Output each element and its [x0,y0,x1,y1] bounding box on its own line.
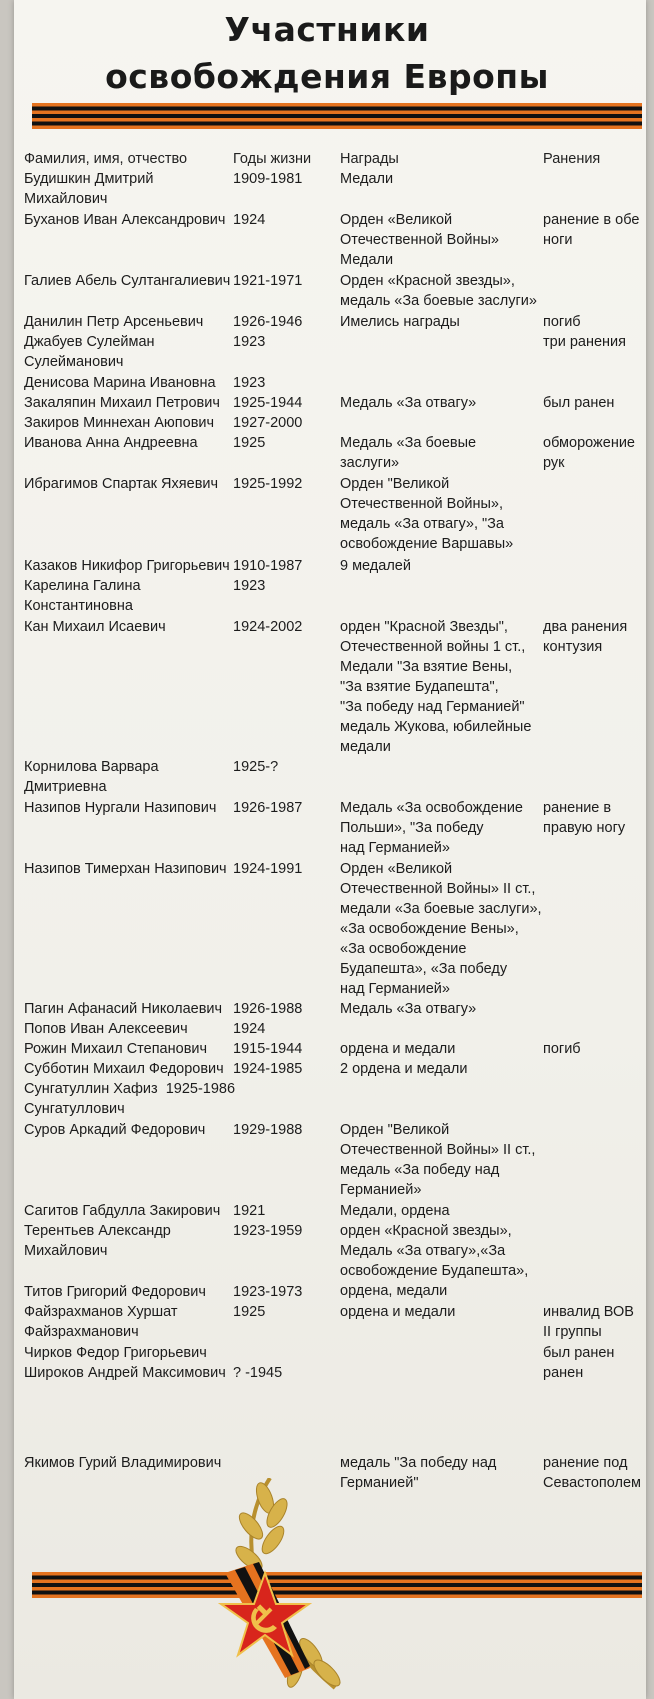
row-25-awards: ордена и медали [340,1304,456,1320]
row-19-years: 1924-1985 [233,1061,303,1077]
row-18-awards: ордена и медали [340,1041,456,1057]
row-10-years: 1910-1987 [233,558,303,574]
column-header-name: Фамилия, имя, отчество [24,151,188,167]
row-21-years: 1929-1988 [233,1122,303,1138]
row-16-awards: Медаль «За отвагу» [340,1001,477,1017]
row-14-wounds: ранение в правую ногу [543,800,626,836]
row-19-awards: 2 ордена и медали [340,1061,468,1077]
row-3-name: Данилин Петр Арсеньевич [24,314,204,330]
row-23-awards: орден «Красной звезды», Медаль «За отвагу»,«За освобождение Будапешта», ордена, медали [340,1223,529,1299]
poster [14,0,646,1699]
row-4-name: Джабуев Сулейман Сулейманович [24,334,155,370]
row-22-years: 1921 [233,1203,266,1219]
row-26-wounds: был ранен [543,1345,615,1361]
row-11-years: 1923 [233,578,266,594]
row-25-wounds: инвалид ВОВ II группы [543,1304,634,1340]
row-14-awards: Медаль «За освобождение Польши», "За победу над Германией» [340,800,523,856]
row-5-name: Денисова Марина Ивановна [24,375,216,391]
row-8-wounds: обморожение рук [543,435,635,471]
row-0-awards: Медали [340,171,394,187]
row-13-name: Корнилова Варвара Дмитриевна [24,759,159,795]
page-title-line-1: Участники [224,10,430,49]
row-3-wounds: погиб [543,314,581,330]
row-12-years: 1924-2002 [233,619,303,635]
row-14-years: 1926-1987 [233,800,303,816]
row-16-years: 1926-1988 [233,1001,303,1017]
row-24-name: Титов Григорий Федорович [24,1284,206,1300]
row-5-years: 1923 [233,375,266,391]
row-27-years: ? -1945 [233,1365,283,1381]
row-8-name: Иванова Анна Андреевна [24,435,198,451]
row-28-awards: медаль "За победу над Германией" [340,1455,497,1491]
row-19-name: Субботин Михаил Федорович [24,1061,224,1077]
row-2-name: Галиев Абель Султангалиевич [24,273,231,289]
row-27-name: Широков Андрей Максимович [24,1365,226,1381]
row-6-awards: Медаль «За отвагу» [340,395,477,411]
row-1-wounds: ранение в обе ноги [543,212,640,248]
red-star-hammer-sickle-laurel-icon [215,1478,355,1693]
row-17-name: Попов Иван Алексеевич [24,1021,188,1037]
row-21-name: Суров Аркадий Федорович [24,1122,206,1138]
row-16-name: Пагин Афанасий Николаевич [24,1001,223,1017]
row-28-wounds: ранение под Севастополем [543,1455,642,1491]
row-24-years: 1923-1973 [233,1284,303,1300]
row-4-years: 1923 [233,334,266,350]
row-14-name: Назипов Нургали Назипович [24,800,217,816]
column-header-wounds: Ранения [543,151,601,167]
row-18-wounds: погиб [543,1041,581,1057]
row-12-name: Кан Михаил Исаевич [24,619,166,635]
page-title-line-2: освобождения Европы [105,57,549,96]
row-12-awards: орден "Красной Звезды", Отечественной войны 1 ст., Медали "За взятие Вены, "За взятие Будапешта", "За победу над Германией" медаль Жукова, юбилейные медали [340,619,532,755]
row-20-name: Сунгатуллин Хафиз 1925-1986 Сунгатуллович [24,1081,236,1117]
row-1-name: Буханов Иван Александрович [24,212,226,228]
row-10-awards: 9 медалей [340,558,411,574]
row-15-name: Назипов Тимерхан Назипович [24,861,227,877]
row-10-name: Казаков Никифор Григорьевич [24,558,230,574]
row-11-name: Карелина Галина Константиновна [24,578,141,614]
row-27-wounds: ранен [543,1365,584,1381]
row-2-awards: Орден «Красной звезды», медаль «За боевые заслуги» [340,273,537,309]
st-george-ribbon-top [32,103,642,129]
row-3-years: 1926-1946 [233,314,303,330]
row-22-awards: Медали, ордена [340,1203,450,1219]
row-22-name: Сагитов Габдулла Закирович [24,1203,221,1219]
row-1-years: 1924 [233,212,266,228]
row-21-awards: Орден "Великой Отечественной Войны» II ст., медаль «За победу над Германией» [340,1122,536,1198]
row-8-years: 1925 [233,435,266,451]
column-header-awards: Награды [340,151,399,167]
row-7-years: 1927-2000 [233,415,303,431]
row-18-years: 1915-1944 [233,1041,303,1057]
row-7-name: Закиров Миннехан Аюпович [24,415,215,431]
row-26-name: Чирков Федор Григорьевич [24,1345,207,1361]
row-4-wounds: три ранения [543,334,626,350]
row-28-name: Якимов Гурий Владимирович [24,1455,222,1471]
row-3-awards: Имелись награды [340,314,460,330]
row-23-name: Терентьев Александр Михайлович [24,1223,171,1259]
row-9-awards: Орден "Великой Отечественной Войны», медаль «За отвагу», "За освобождение Варшавы» [340,476,514,552]
row-8-awards: Медаль «За боевые заслуги» [340,435,477,471]
row-0-name: Будишкин Дмитрий Михайлович [24,171,154,207]
column-header-years: Годы жизни [233,151,312,167]
row-12-wounds: два ранения контузия [543,619,628,655]
row-25-name: Файзрахманов Хуршат Файзрахманович [24,1304,178,1340]
row-9-years: 1925-1992 [233,476,303,492]
row-15-awards: Орден «Великой Отечественной Войны» II ст., медали «За боевые заслуги», «За освобождение Вены», «За освобождение Будапешта», «За победу над Германией» [340,861,542,997]
row-6-wounds: был ранен [543,395,615,411]
row-23-years: 1923-1959 [233,1223,303,1239]
row-15-years: 1924-1991 [233,861,303,877]
row-9-name: Ибрагимов Спартак Яхяевич [24,476,219,492]
row-6-years: 1925-1944 [233,395,303,411]
row-1-awards: Орден «Великой Отечественной Войны» Медали [340,212,499,268]
row-6-name: Закаляпин Михаил Петрович [24,395,220,411]
row-25-years: 1925 [233,1304,266,1320]
row-2-years: 1921-1971 [233,273,303,289]
row-13-years: 1925-? [233,759,279,775]
row-0-years: 1909-1981 [233,171,303,187]
row-17-years: 1924 [233,1021,266,1037]
row-18-name: Рожин Михаил Степанович [24,1041,208,1057]
